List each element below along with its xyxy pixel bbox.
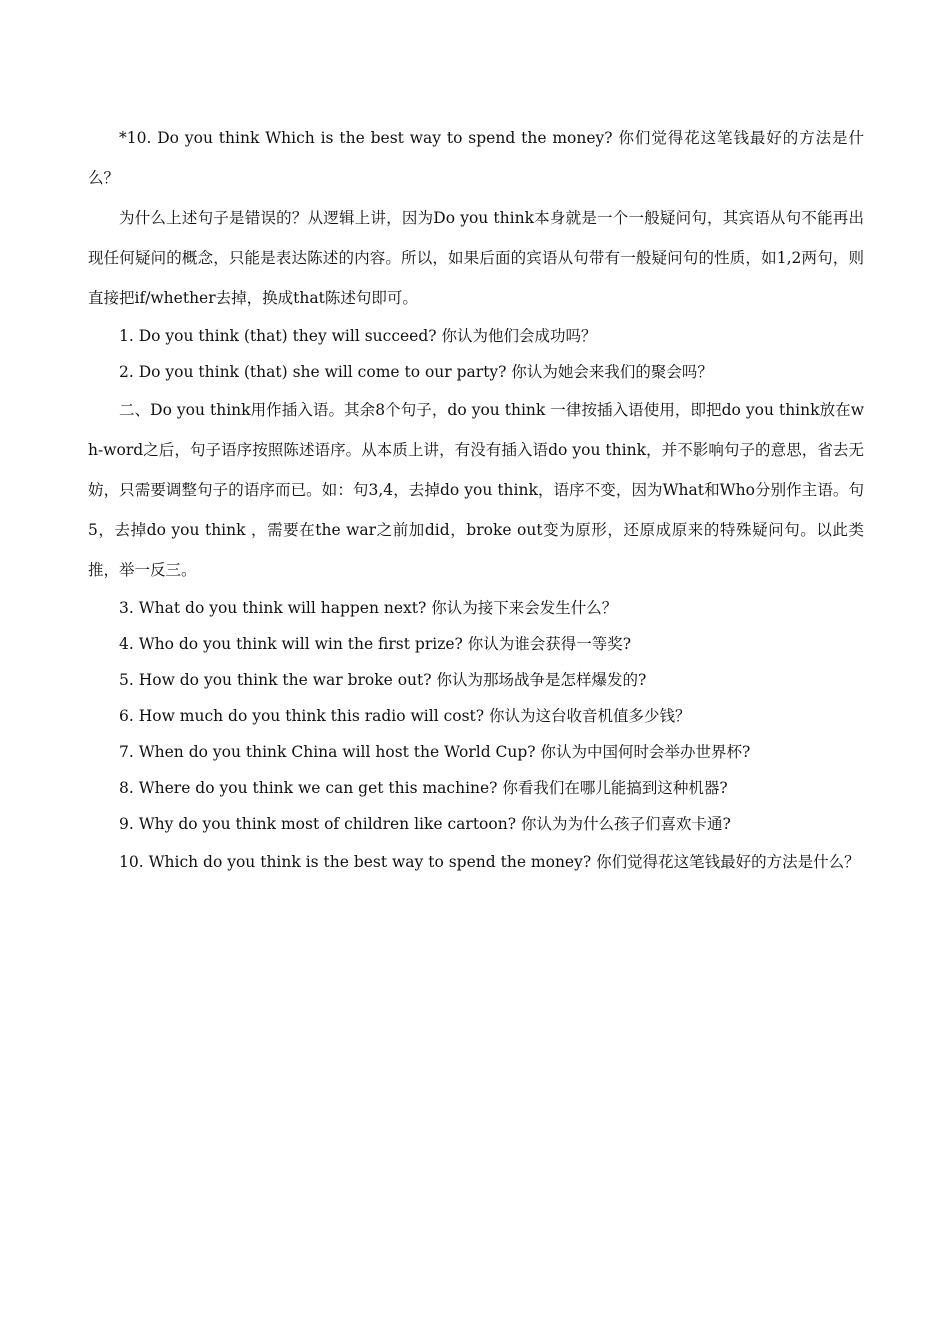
document-page (88, 118, 864, 882)
paragraph-explanation: 为什么上述句子是错误的？从逻辑上讲，因为Do you think本身就是一个一般疑问句，其宾语从句不能再出现任何疑问的概念，只能是表达陈述的内容。所以，如果后面的宾语从句带有一般疑问句的性质，如1,2两句，则直接把if/whether去掉，换成that陈述句即可。 (88, 209, 864, 307)
paragraph-section-two: 二、Do you think用作插入语。其余8个句子，do you think 一律按插入语使用，即把do you think放在wh-word之后，句子语序按照陈述语序。从本质上讲，有没有插入语do you think，并不影响句子的意思，省去无妨，只需要调整句子的语序而已。如：句3,4，去掉do you think，语序不变，因为What和Who分别作主语。句5，去掉do you think ，需要在the war之前加did，broke out变为原形，还原成原来的特殊疑问句。以此类推，举一反三。 (88, 401, 864, 579)
example-sentence-7: 7. When do you think China will host the World Cup? 你认为中国何时会举办世界杯? (119, 743, 751, 761)
example-sentence-2: 2. Do you think (that) she will come to our party? 你认为她会来我们的聚会吗？ (119, 363, 713, 381)
example-sentence-5: 5. How do you think the war broke out? 你认为那场战争是怎样爆发的? (119, 671, 647, 689)
example-sentence-4: 4. Who do you think will win the first prize? 你认为谁会获得一等奖? (119, 635, 632, 653)
example-sentence-3: 3. What do you think will happen next? 你认为接下来会发生什么？ (119, 599, 618, 617)
example-sentence-1: 1. Do you think (that) they will succeed? 你认为他们会成功吗？ (119, 327, 597, 345)
example-sentence-9: 9. Why do you think most of children like cartoon? 你认为为什么孩子们喜欢卡通? (119, 815, 731, 833)
example-sentence-8: 8. Where do you think we can get this machine? 你看我们在哪儿能搞到这种机器? (119, 779, 728, 797)
example-sentence-10: 10. Which do you think is the best way to spend the money? 你们觉得花这笔钱最好的方法是什么？ (119, 853, 860, 871)
paragraph-incorrect-example: *10. Do you think Which is the best way to spend the money? 你们觉得花这笔钱最好的方法是什么？ (88, 129, 864, 187)
example-sentence-6: 6. How much do you think this radio will cost? 你认为这台收音机值多少钱？ (119, 707, 691, 725)
